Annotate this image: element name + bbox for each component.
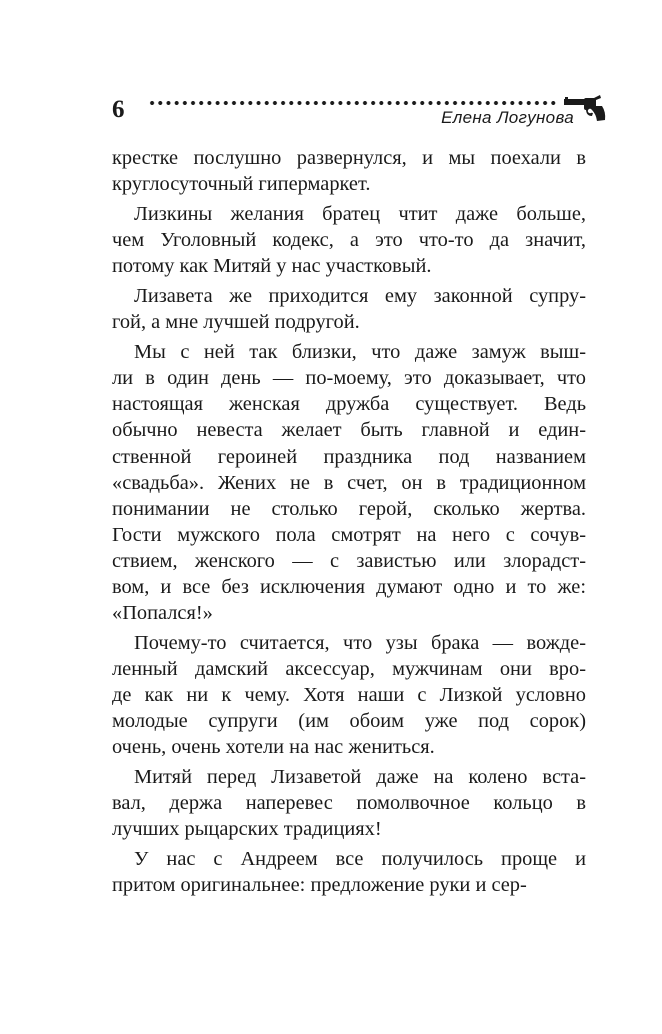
page-body-text [112, 145, 586, 898]
text-line: У нас с Андреем все получилось проще и [134, 848, 586, 871]
text-line: потому как Митяй у нас участковый. [112, 255, 432, 278]
text-line: ственной героиней праздника под названием [112, 445, 586, 468]
text-line: Почему-то считается, что узы брака — вожде- [134, 631, 586, 654]
dot-leader [148, 100, 558, 106]
running-header [108, 94, 608, 134]
text-line: ствием, женского — с завистью или злорадст- [112, 549, 586, 572]
text-line: Лизавета же приходится ему законной супру- [134, 285, 586, 308]
text-line: «свадьба». Жених не в счет, он в традиционном [112, 471, 586, 494]
text-line: Мы с ней так близки, что даже замуж выш- [134, 341, 586, 364]
paragraph [112, 201, 586, 279]
text-line: ли в один день — по-моему, это доказывает, что [112, 367, 586, 390]
text-line: вал, держа наперевес помолвочное кольцо в [112, 792, 586, 815]
text-line: настоящая женская дружба существует. Ведь [112, 393, 586, 416]
text-line: притом оригинальнее: предложение руки и сер- [112, 874, 527, 897]
text-line: вом, и все без исключения думают одно и то же: [112, 575, 586, 598]
text-line: чем Уголовный кодекс, а это что-то да значит, [112, 229, 586, 252]
paragraph [112, 339, 586, 626]
paragraph [112, 145, 586, 197]
text-line: «Попался!» [112, 601, 213, 624]
text-line: круглосуточный гипермаркет. [112, 173, 371, 196]
text-line: Лизкины желания братец чтит даже больше, [134, 203, 586, 226]
paragraph [112, 764, 586, 842]
text-line: лучших рыцарских традициях! [112, 818, 382, 841]
paragraph [112, 846, 586, 898]
text-line: крестке послушно развернулся, и мы поехали в [112, 147, 586, 169]
text-line: обычно невеста желает быть главной и един- [112, 419, 586, 442]
text-line: де как ни к чему. Хотя наши с Лизкой условно [112, 683, 586, 706]
author-name: Елена Логунова [441, 108, 574, 127]
text-line: понимании не столько герой, сколько жертва. [112, 497, 586, 520]
text-line: Митяй перед Лизаветой даже на колено вста- [134, 766, 586, 789]
paragraph [112, 283, 586, 335]
text-line: молодые супруги (им обоим уже под сорок) [112, 709, 586, 732]
page-number: 6 [112, 96, 125, 123]
text-line: Гости мужского пола смотрят на него с сочув- [112, 523, 586, 546]
text-line: очень, очень хотели на нас жениться. [112, 736, 435, 759]
paragraph [112, 630, 586, 760]
text-line: ленный дамский аксессуар, мужчинам они вро- [112, 657, 586, 680]
text-line: гой, а мне лучшей подругой. [112, 311, 360, 334]
